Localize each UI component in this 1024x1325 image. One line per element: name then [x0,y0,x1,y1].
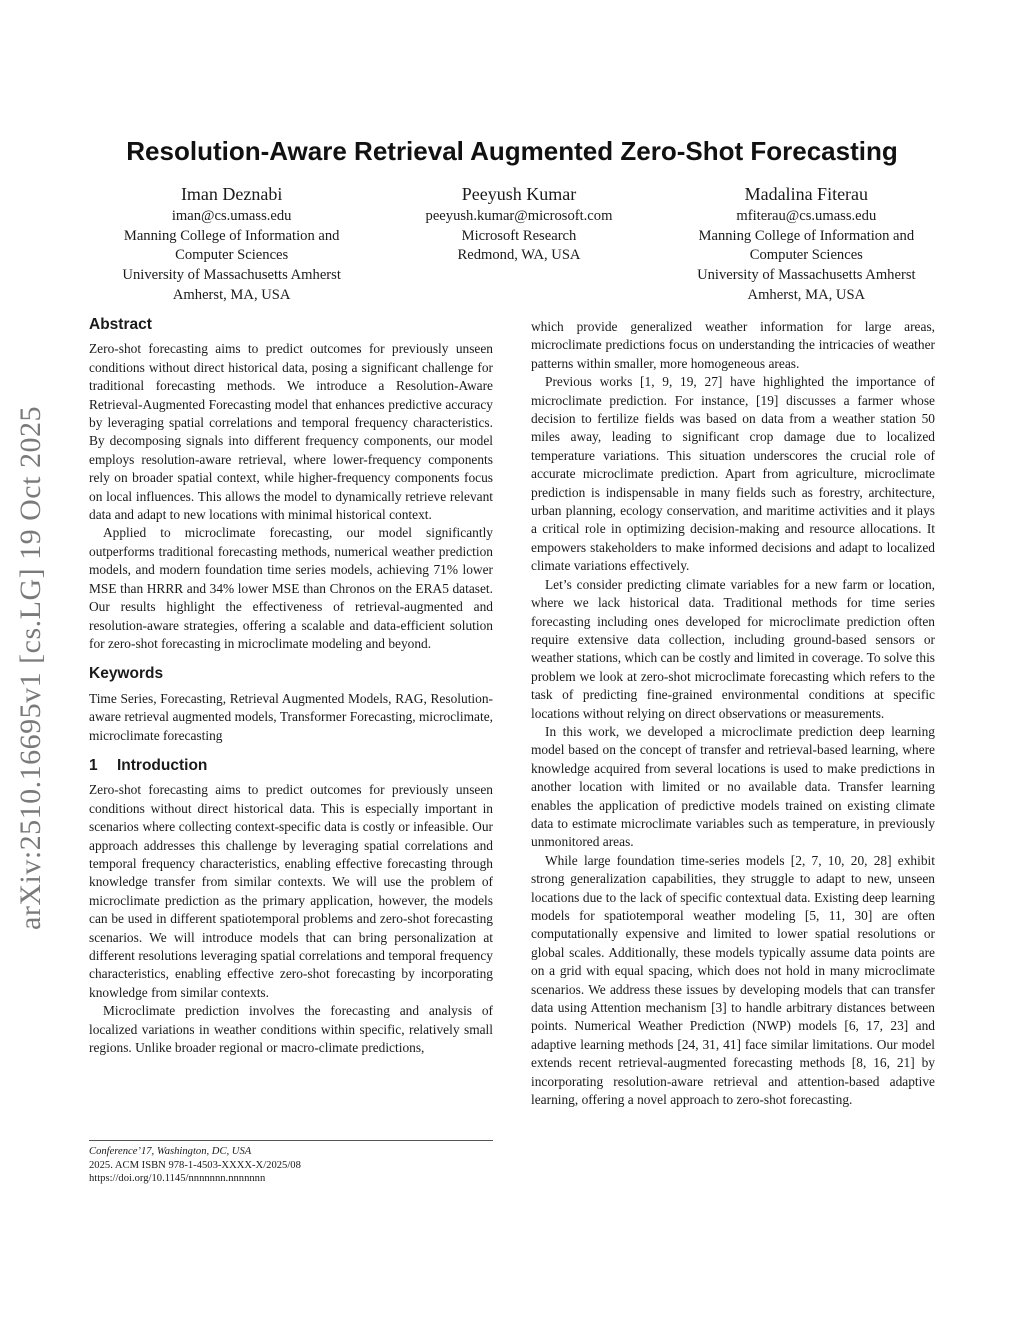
author-affiliation-line: Manning College of Information and [698,227,915,244]
author-affiliation-line: Computer Sciences [175,247,289,264]
paper-title: Resolution-Aware Retrieval Augmented Zero-Shot Forecasting [126,136,898,166]
author-affiliation-line: Amherst, MA, USA [747,286,866,303]
left-column [89,316,493,1057]
section-number: 1 [89,756,98,774]
author-affiliation-line: University of Massachusetts Amherst [697,267,916,284]
footnote-doi[interactable]: https://doi.org/10.1145/nnnnnnn.nnnnnnn [89,1173,266,1184]
author-email[interactable]: peeyush.kumar@microsoft.com [425,208,613,224]
author-affiliation-line: University of Massachusetts Amherst [122,267,341,284]
body-paragraph: Let’s consider predicting climate variables for a new farm or location, where we lack historical data. Traditional methods for time series forecasting including ones developed for microclimate prediction often require extensive data collection, including ground-based sensors or weather stations, which can be costly and limited in coverage. To solve this problem we look at zero-shot microclimate forecasting which refers to the task of predicting fine-grained environmental conditions at specific locations without relying on direct observations or measurements. [531,576,935,721]
body-paragraph: In this work, we developed a microclimate prediction deep learning model based on the concept of transfer and retrieval-based learning, where knowledge acquired from several locations is used to make predictions in another location with limited or no available data. Transfer learning enables the application of predictive models trained on existing climate data to estimate microclimate variables such as temperature, in previously unmonitored areas. [531,723,935,850]
author-affiliation-line: Computer Sciences [749,247,863,264]
author-affiliation-line: Manning College of Information and [123,227,340,244]
author-name: Peeyush Kumar [461,184,577,204]
introduction-heading [89,757,493,775]
author-name: Madalina Fiterau [744,184,869,204]
author-3 [663,182,950,306]
right-column [531,318,935,1109]
introduction-paragraph: Microclimate prediction involves the forecasting and analysis of localized variations in weather conditions within specific, relatively small regions. Unlike broader regional or macro-climate predictions, [89,1003,493,1056]
footnote [89,1140,493,1186]
arxiv-id-label: arXiv:2510.16695v1 [cs.LG] 19 Oct 2025 [14,405,48,930]
section-title: Introduction [117,756,208,774]
author-email[interactable]: mfiterau@cs.umass.edu [736,208,877,224]
introduction-paragraph: Zero-shot forecasting aims to predict outcomes for previously unseen conditions without direct historical data. This is especially important in scenarios where collecting context-specific data is costly or infeasible. Our approach addresses this challenge by leveraging spatial correlations and temporal frequency characteristics, enabling effective forecasting through knowledge transfer from similar contexts. We will use the problem of microclimate prediction as the primary application, however, the models can be used in different spatiotemporal problems and zero-shot forecasting scenarios. We will introduce models that can bring personalization at different resolutions leveraging spatial correlations and temporal frequency characteristics, enabling effective zero-shot forecasting by incorporating knowledge from similar contexts. [89,782,493,1000]
body-paragraph: Previous works [1, 9, 19, 27] have highlighted the importance of microclimate prediction. For instance, [19] discusses a farmer whose decision to fertilize fields was based on data from a weather station 50 miles away, leading to significant crop damage due to localized temperature variations. This situation underscores the crucial role of accurate microclimate prediction. Apart from agriculture, microclimate prediction is indispensable in many fields such as forestry, architecture, urban planning, ecology conservation, and maritime activities and it plays a critical role in optimizing decision-making and resource allocations. It empowers stakeholders to make informed decisions and adapt to localized climate variations effectively. [531,374,935,574]
body-paragraph: which provide generalized weather information for large areas, microclimate predictions focus on understanding the intricacies of weather patterns within smaller, more homogeneous areas. [531,319,935,371]
author-1 [88,182,375,306]
abstract-paragraph: Zero-shot forecasting aims to predict outcomes for previously unseen conditions without direct historical data, posing a significant challenge for traditional forecasting methods. We introduce a Resolution-Aware Retrieval-Augmented Forecasting model that enhances predictive accuracy by leveraging spatial correlations and temporal frequency characteristics. By decomposing signals into different frequency components, our model employs resolution-aware retrieval, where lower-frequency components rely on broader spatial context, while higher-frequency components focus on local influences. This allows the model to dynamically retrieve relevant data and adapt to new locations with minimal historical context. [89,341,493,523]
author-affiliation-line: Microsoft Research [461,227,577,244]
author-block [88,182,950,306]
author-affiliation-line: Redmond, WA, USA [457,247,581,264]
abstract-heading: Abstract [89,316,152,333]
arxiv-stamp [8,375,54,960]
keywords-text: Time Series, Forecasting, Retrieval Augmented Models, RAG, Resolution-aware retrieval augmented models, Transformer Forecasting, microclimate, microclimate forecasting [89,690,493,743]
author-name: Iman Deznabi [180,184,283,204]
footnote-venue: Conference’17, Washington, DC, USA [89,1146,252,1157]
author-affiliation-line: Amherst, MA, USA [172,286,291,303]
footnote-isbn: 2025. ACM ISBN 978-1-4503-XXXX-X/2025/08 [89,1159,301,1171]
author-2 [375,182,662,306]
keywords-heading: Keywords [89,665,164,683]
abstract-paragraph: Applied to microclimate forecasting, our model significantly outperforms traditional forecasting methods, numerical weather prediction models, and modern foundation time series models, achieving 71% lower MSE than HRRR and 34% lower MSE than Chronos on the ERA5 dataset. Our results highlight the effectiveness of retrieval-augmented and resolution-aware strategies, offering a scalable and data-efficient solution for zero-shot forecasting in microclimate modeling and beyond. [89,525,493,651]
body-paragraph: While large foundation time-series models [2, 7, 10, 20, 28] exhibit strong generalization capabilities, they struggle to adapt to new, unseen locations due to the lack of specific contextual data. Existing deep learning models for spatiotemporal weather modeling [5, 11, 30] are often computationally expensive and limited to lower spatial resolutions or global scales. Additionally, these models typically assume data points are on a grid with equal spacing, which does not hold in many microclimate scenarios. We address these issues by developing models that can transfer data using Attention mechanism [3] to handle arbitrary distances between points. Numerical Weather Prediction (NWP) models [6, 17, 23] and adaptive learning methods [24, 31, 41] face similar limitations. Our model extends recent retrieval-augmented forecasting methods [8, 16, 21] by incorporating resolution-aware retrieval and attention-based adaptive learning, offering a novel approach to zero-shot forecasting. [531,852,935,1108]
author-email[interactable]: iman@cs.umass.edu [171,208,292,224]
